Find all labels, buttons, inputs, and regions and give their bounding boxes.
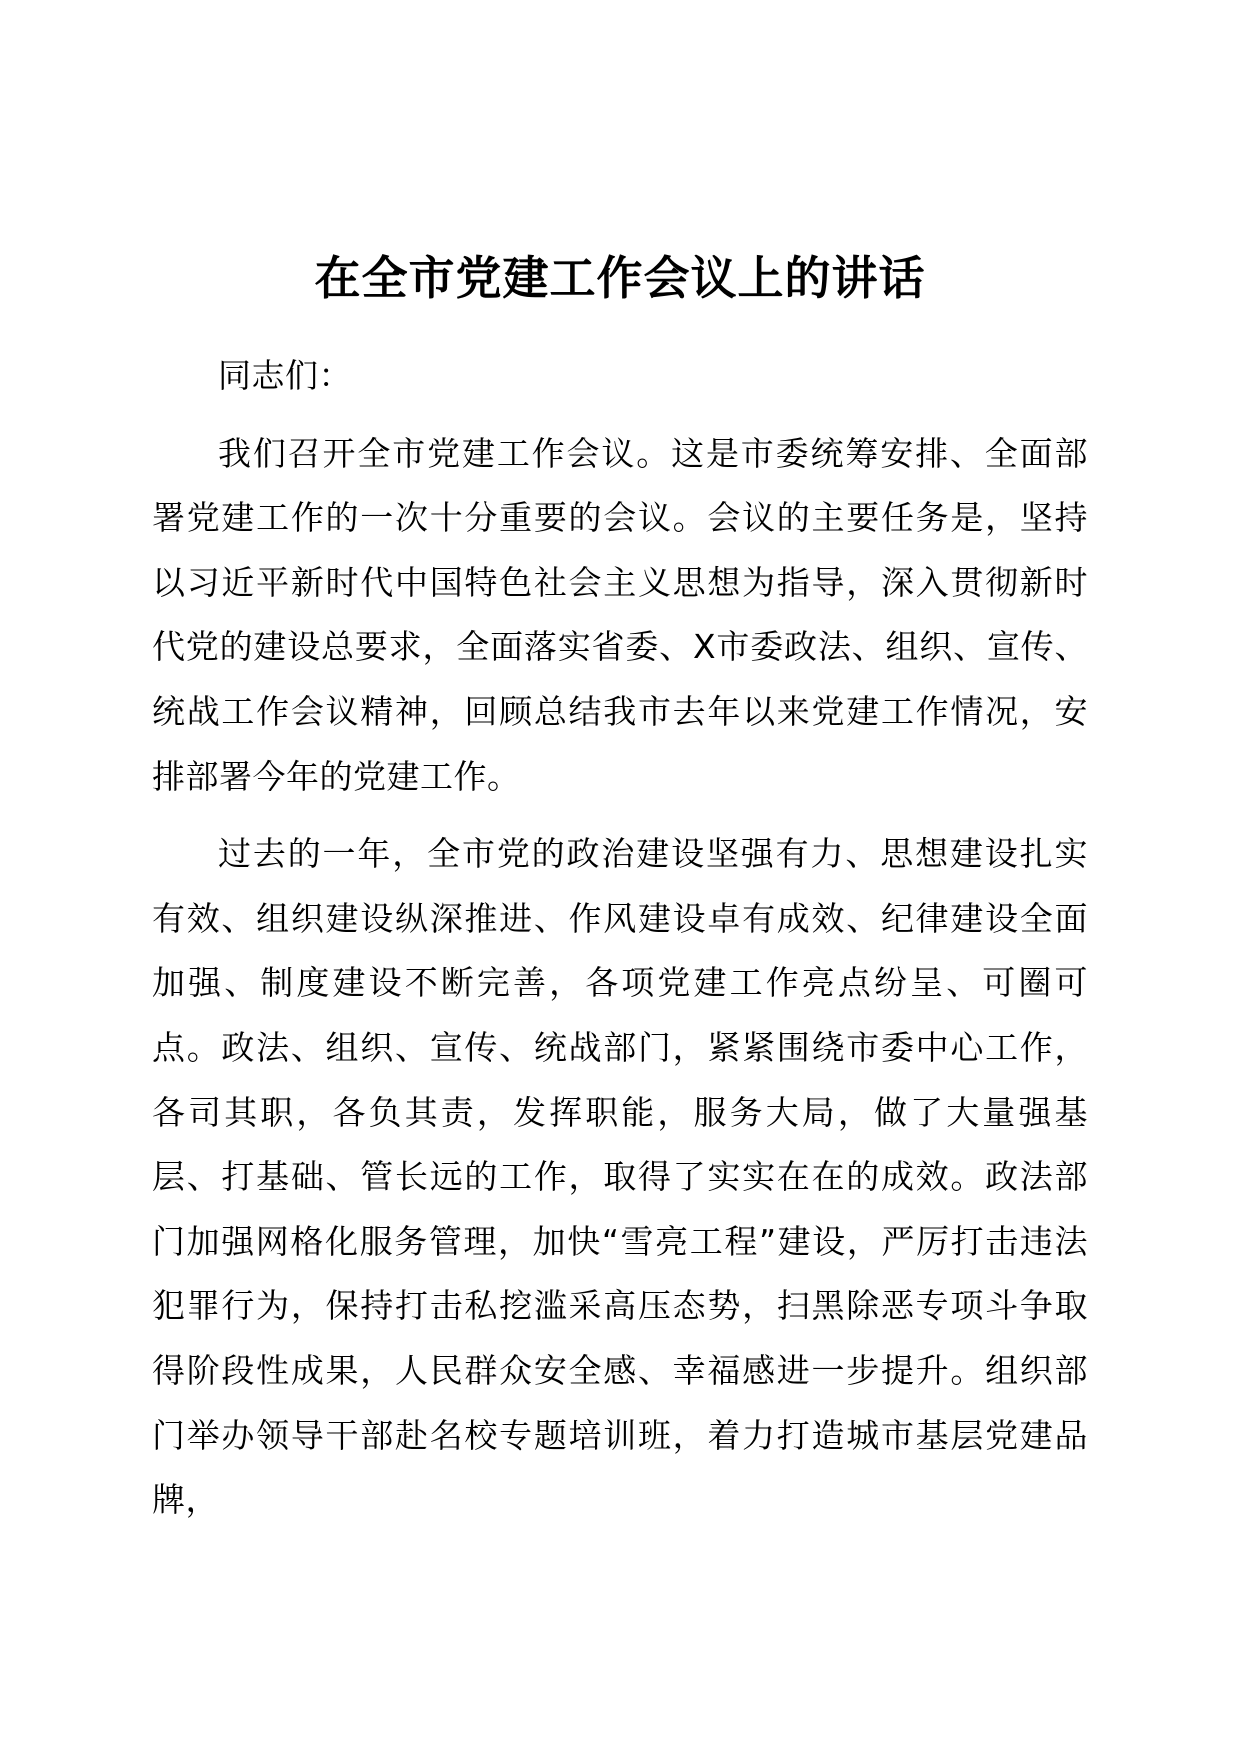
paragraph-2: 过去的一年，全市党的政治建设坚强有力、思想建设扎实有效、组织建设纵深推进、作风建设卓有成效、纪律建设全面加强、制度建设不断完善，各项党建工作亮点纷呈、可圈可点。政法、组织、宣传、统战部门，紧紧围绕市委中心工作，各司其职，各负其责，发挥职能，服务大局，做了大量强基层、打基础、管长远的工作，取得了实实在在的成效。政法部门加强网格化服务管理，加快“雪亮工程”建设，严厉打击违法犯罪行为，保持打击私挖滥采高压态势，扫黑除恶专项斗争取得阶段性成果，人民群众安全感、幸福感进一步提升。组织部门举办领导干部赴名校专题培训班，着力打造城市基层党建品牌，: [152, 834, 1088, 1520]
paragraph-1: 我们召开全市党建工作会议。这是市委统筹安排、全面部署党建工作的一次十分重要的会议。会议的主要任务是，坚持以习近平新时代中国特色社会主义思想为指导，深入贯彻新时代党的建设总要求，全面落实省委、X市委政法、组织、宣传、统战工作会议精神，回顾总结我市去年以来党建工作情况，安排部署今年的党建工作。: [152, 433, 1088, 796]
greeting: 同志们：: [218, 356, 352, 395]
document-title: 在全市党建工作会议上的讲话: [314, 251, 926, 305]
document-body: [152, 344, 1088, 1533]
